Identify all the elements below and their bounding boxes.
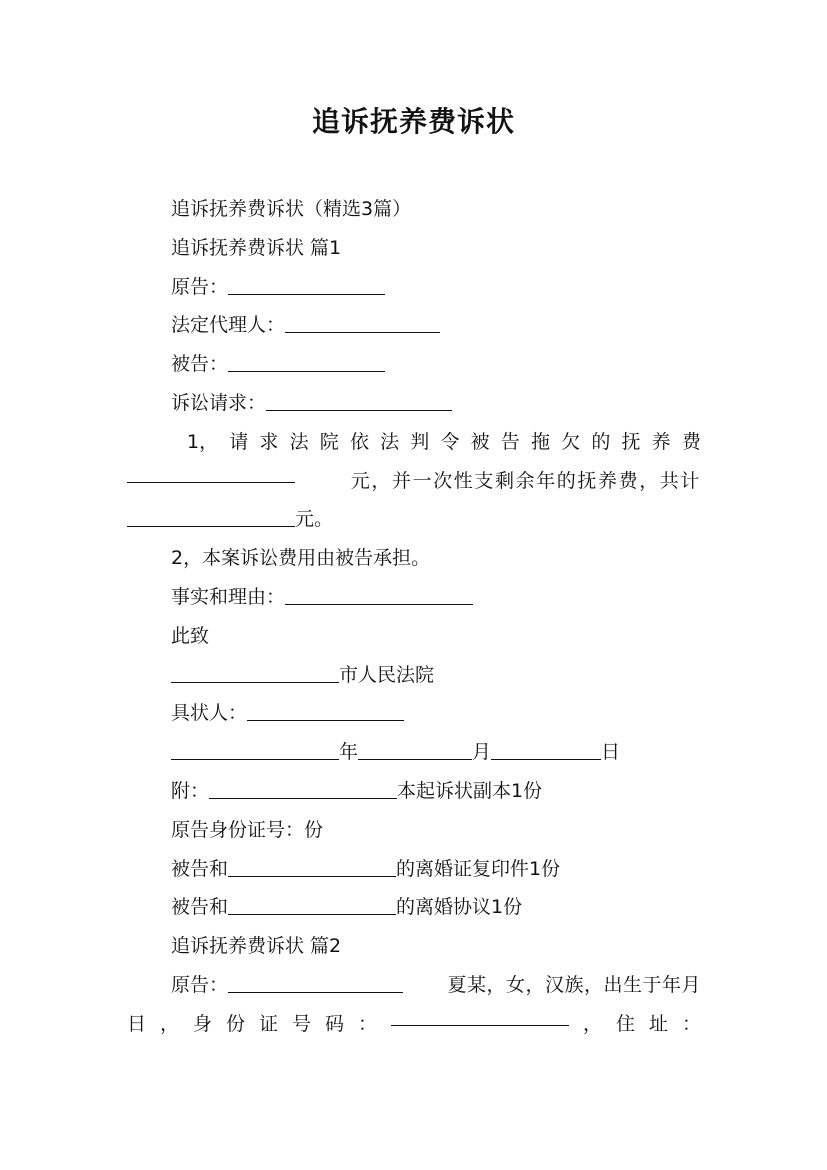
- plaintiff-2-char: ：: [358, 1012, 378, 1035]
- blank-field: [285, 584, 473, 605]
- plaintiff-2-char: 号: [292, 1012, 312, 1035]
- blank-field: [228, 351, 385, 372]
- divorce-agreement-line: [127, 888, 701, 927]
- salutation-line: [127, 617, 701, 656]
- plaintiff-line: [127, 268, 701, 307]
- defendant-label: 被告：: [171, 353, 229, 376]
- plaintiff-2-char: ，: [582, 1012, 602, 1035]
- blank-field: [209, 778, 397, 799]
- claims-label: 诉讼请求：: [171, 391, 267, 414]
- claim-1-char: 法: [380, 430, 400, 453]
- blank-field: [127, 462, 295, 483]
- blank-field: [491, 739, 601, 760]
- blank-field: [171, 739, 339, 760]
- section-heading-1: [127, 229, 701, 268]
- attachment-line: [127, 772, 701, 811]
- petitioner-line: [127, 694, 701, 733]
- claim-1-char: 求: [259, 430, 279, 453]
- divorce-cert-text: 的离婚证复印件1份: [396, 857, 561, 880]
- facts-label: 事实和理由：: [171, 585, 286, 608]
- month-label: 月: [472, 741, 492, 764]
- plaintiff-2-char: 住: [615, 1012, 635, 1035]
- divorce-agreement-prefix: 被告和: [171, 896, 229, 919]
- year-label: 年: [339, 741, 359, 764]
- claim-1-char: 被: [470, 430, 490, 453]
- blank-field: [358, 739, 472, 760]
- claims-line: [127, 384, 701, 423]
- attachment-label: 附：: [171, 779, 210, 802]
- claim-1-char: 法: [289, 430, 309, 453]
- plaintiff-2-char: 份: [226, 1012, 246, 1035]
- claim-1-char: 院: [319, 430, 339, 453]
- blank-field: [127, 506, 295, 527]
- legal-rep-line: [127, 306, 701, 345]
- id-number-text: 原告身份证号：份: [171, 818, 324, 841]
- blank-field: [285, 312, 440, 333]
- claim-1-char: 令: [440, 430, 460, 453]
- claim-1-line: [127, 423, 701, 462]
- id-number-line: [127, 811, 701, 850]
- day-label: 日: [601, 741, 621, 764]
- blank-field: [391, 1005, 569, 1026]
- blank-field: [228, 894, 396, 915]
- plaintiff-2-char: 身: [193, 1012, 213, 1035]
- salutation-text: 此致: [171, 624, 210, 647]
- claim-1-char: 欠: [561, 430, 581, 453]
- divorce-cert-prefix: 被告和: [171, 857, 229, 880]
- claim-1-char: 1，: [187, 430, 219, 453]
- plaintiff-2-char: 码: [325, 1012, 345, 1035]
- claim-1-end-text: 元。: [295, 508, 334, 531]
- plaintiff-2-char: 证: [259, 1012, 279, 1035]
- claim-1-end: [127, 500, 701, 539]
- blank-field: [228, 856, 396, 877]
- blank-field: [266, 390, 452, 411]
- claim-1-char: 费: [681, 430, 701, 453]
- date-line: [127, 733, 701, 772]
- claim-1-char: 抚: [621, 430, 641, 453]
- court-line: [127, 656, 701, 695]
- petitioner-label: 具状人：: [171, 702, 248, 725]
- plaintiff-2-line: [127, 966, 701, 1005]
- claim-1-text: 元，并一次性支剩余年的抚养费，共计: [350, 469, 701, 492]
- defendant-line: [127, 345, 701, 384]
- attachment-text: 本起诉状副本1份: [397, 779, 543, 802]
- blank-field: [228, 274, 385, 295]
- plaintiff-2-char: 址: [648, 1012, 668, 1035]
- section-heading-2: [127, 927, 701, 966]
- divorce-cert-line: [127, 850, 701, 889]
- legal-rep-label: 法定代理人：: [171, 314, 286, 337]
- claim-1-char: 的: [591, 430, 611, 453]
- claim-1-char: 告: [500, 430, 520, 453]
- claim-1-char: 请: [229, 430, 249, 453]
- plaintiff-2-continued: [127, 1005, 701, 1044]
- plaintiff-2-label: 原告：: [171, 973, 229, 996]
- blank-field: [247, 700, 404, 721]
- claim-1-char: 判: [410, 430, 430, 453]
- plaintiff-2-char: 日: [127, 1012, 147, 1035]
- claim-2-text: 2，本案诉讼费用由被告承担。: [171, 547, 431, 570]
- claim-1-continued: [127, 462, 701, 501]
- subtitle-text: 追诉抚养费诉状（精选3篇）: [171, 198, 412, 220]
- section-heading-text: 追诉抚养费诉状 篇1: [171, 236, 342, 259]
- subtitle-line: [127, 190, 701, 229]
- plaintiff-label: 原告：: [171, 275, 229, 298]
- section-heading-text: 追诉抚养费诉状 篇2: [171, 935, 342, 958]
- court-text: 市人民法院: [339, 663, 435, 686]
- document-body: [127, 190, 701, 1044]
- claim-2-line: [127, 539, 701, 578]
- facts-line: [127, 578, 701, 617]
- document-title: 追诉抚养费诉状: [311, 105, 515, 138]
- claim-1-char: 拖: [530, 430, 550, 453]
- plaintiff-2-char: ，: [160, 1012, 180, 1035]
- divorce-agreement-text: 的离婚协议1份: [396, 896, 523, 919]
- claim-1-char: 养: [651, 430, 671, 453]
- plaintiff-2-text: 夏某，女，汉族，出生于年月: [447, 973, 701, 996]
- blank-field: [171, 662, 339, 683]
- claim-1-char: 依: [349, 430, 369, 453]
- blank-field: [228, 972, 403, 993]
- plaintiff-2-char: ：: [681, 1012, 701, 1035]
